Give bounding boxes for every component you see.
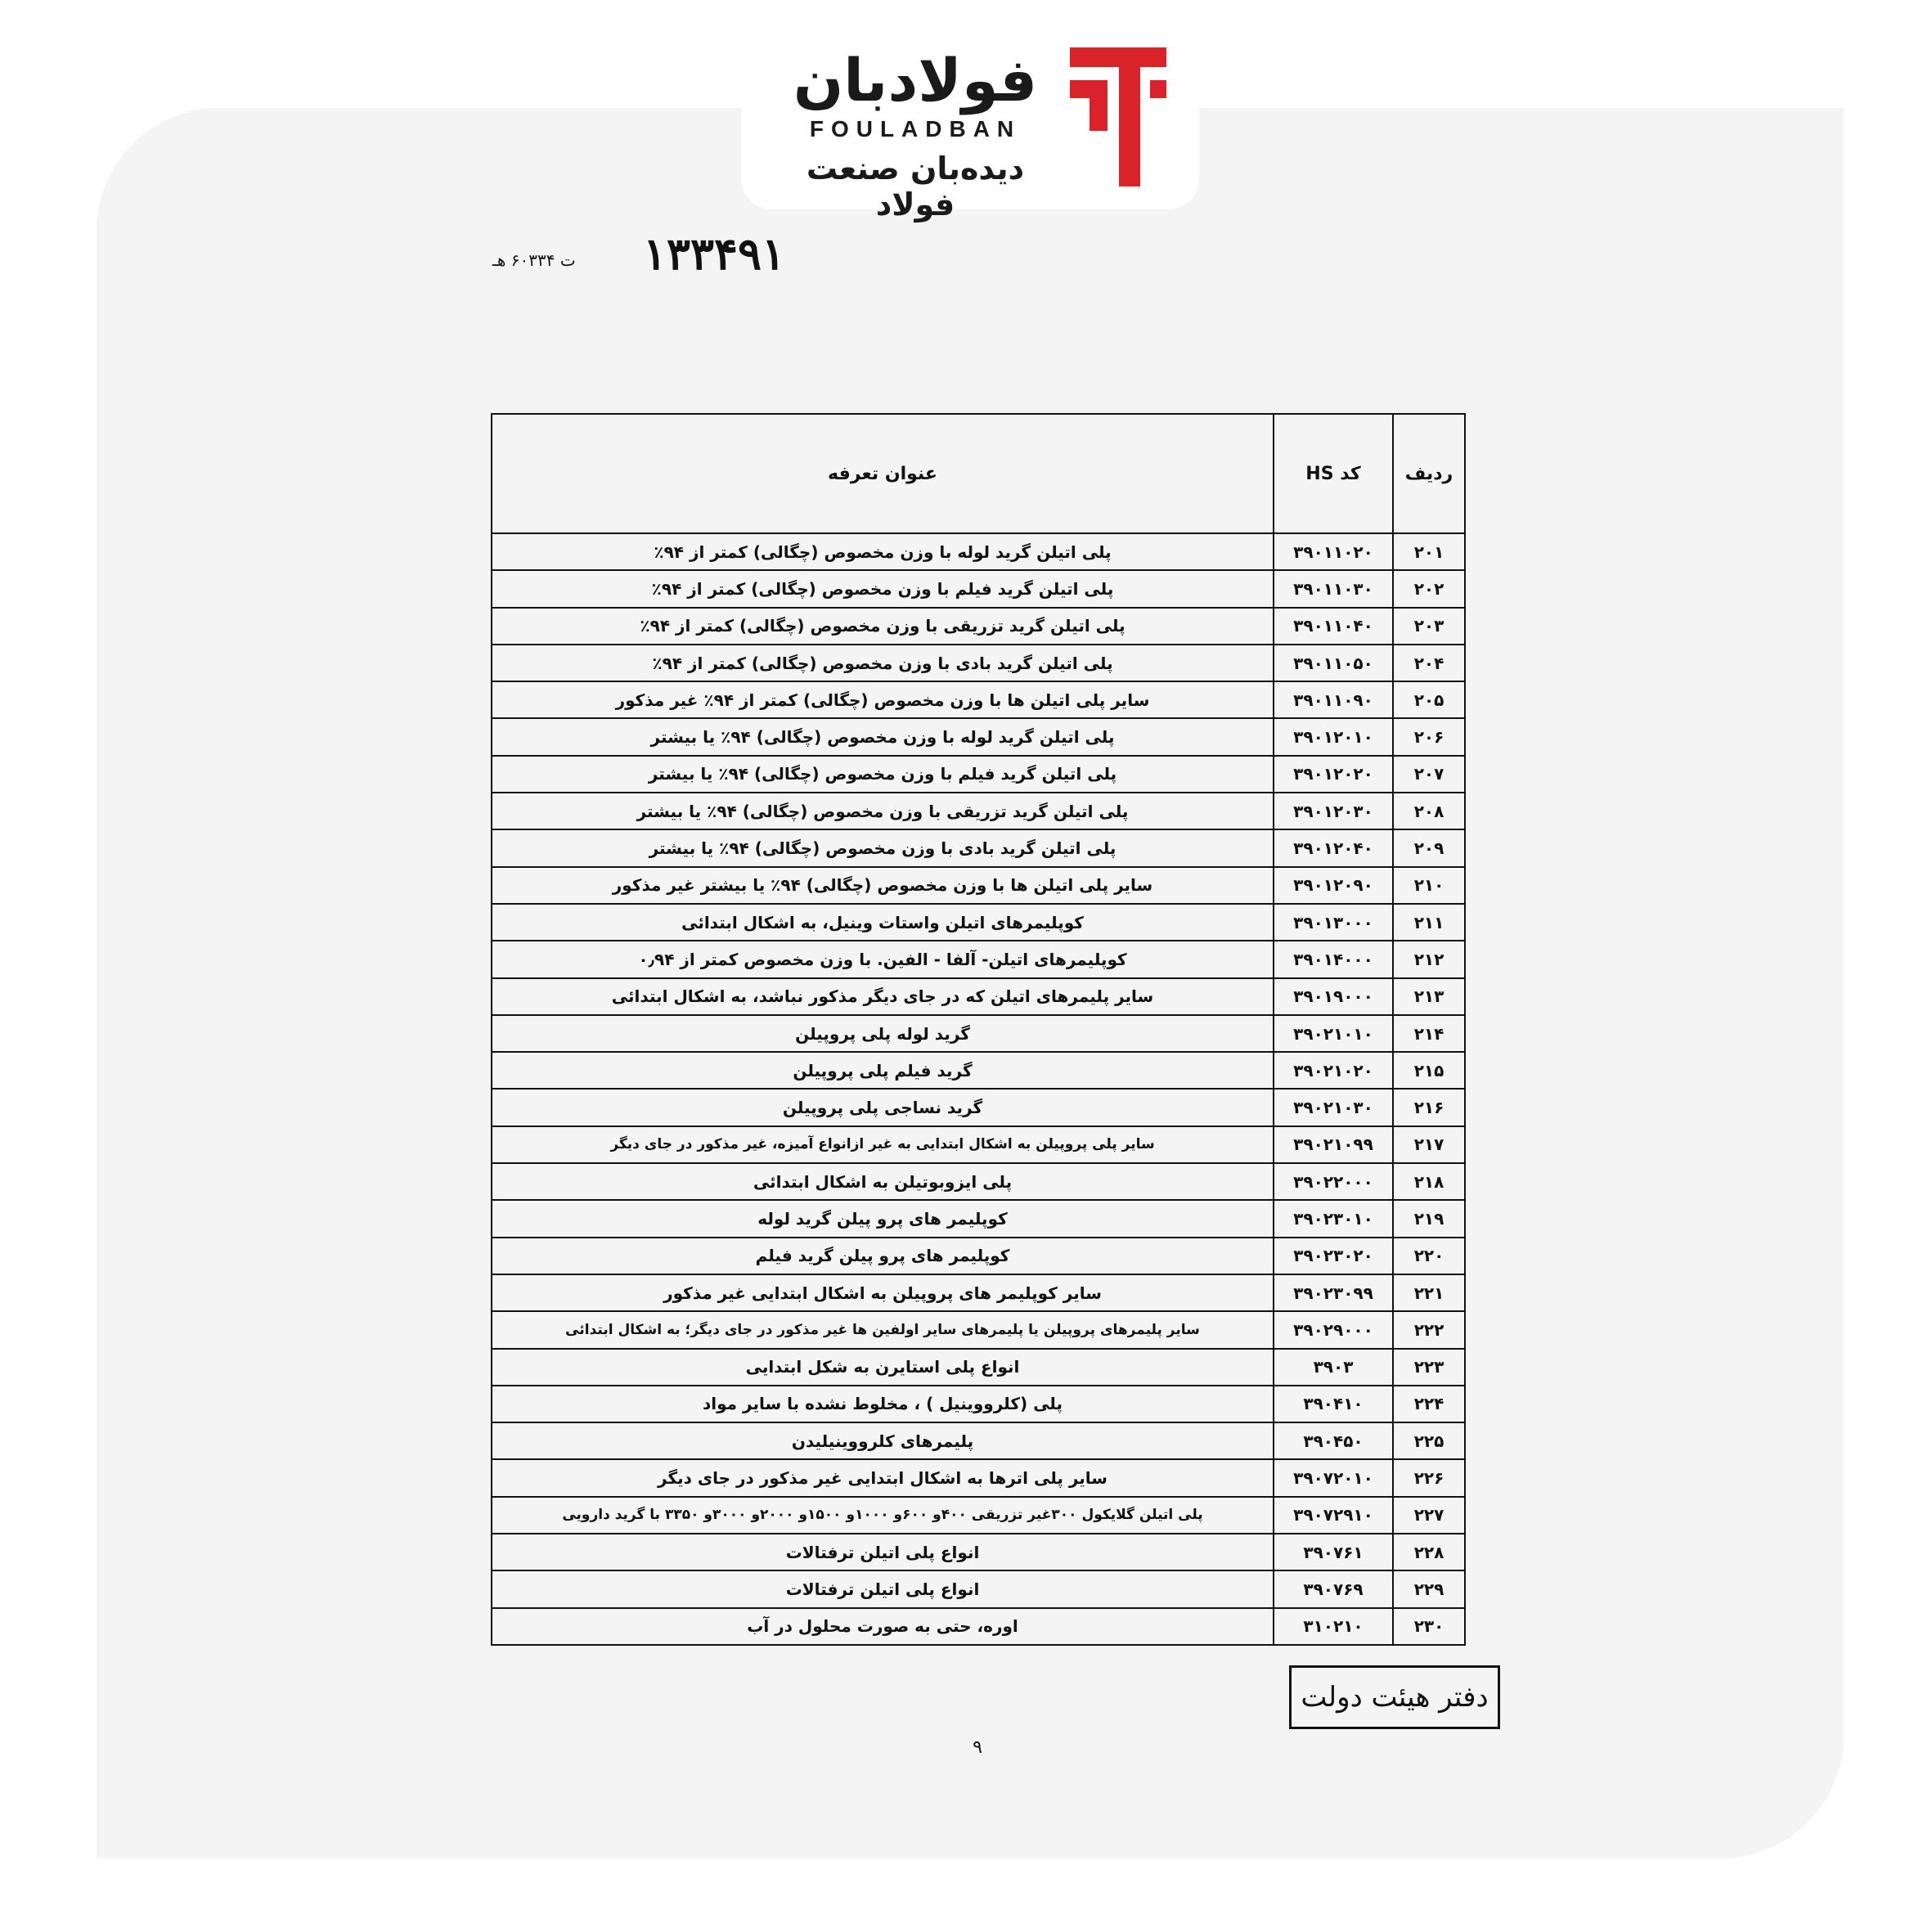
cell-tariff-title: سایر پلی اتیلن ها با وزن مخصوص (چگالی) ۹۴٪ یا بیشتر غیر مذکور bbox=[492, 867, 1274, 904]
cell-row-number: ۲۱۵ bbox=[1393, 1052, 1465, 1089]
table-row bbox=[492, 533, 1465, 570]
cell-hs-code: ۳۹۰۲۹۰۰۰ bbox=[1274, 1311, 1393, 1348]
cell-tariff-title: پلی اتیلن گرید فیلم با وزن مخصوص (چگالی) کمتر از ۹۴٪ bbox=[492, 570, 1274, 607]
cell-tariff-title: انواع پلی اتیلن ترفتالات bbox=[492, 1570, 1274, 1607]
cell-row-number: ۲۰۴ bbox=[1393, 645, 1465, 681]
cell-hs-code: ۳۹۰۱۲۰۱۰ bbox=[1274, 718, 1393, 755]
cell-hs-code: ۳۹۰۷۶۱ bbox=[1274, 1534, 1393, 1570]
fouladban-mark-icon bbox=[1070, 47, 1166, 186]
cell-tariff-title: پلی اتیلن گرید بادی با وزن مخصوص (چگالی) ۹۴٪ یا بیشتر bbox=[492, 829, 1274, 866]
table-row bbox=[492, 1311, 1465, 1348]
cell-tariff-title: سایر پلیمرهای پروپیلن یا پلیمرهای سایر اولفین ها غیر مذکور در جای دیگر؛ به اشکال ابتدائی bbox=[492, 1311, 1274, 1348]
cell-row-number: ۲۱۷ bbox=[1393, 1126, 1465, 1163]
cell-row-number: ۲۲۶ bbox=[1393, 1459, 1465, 1496]
cell-row-number: ۲۲۷ bbox=[1393, 1497, 1465, 1534]
cell-hs-code: ۳۹۰۱۲۰۳۰ bbox=[1274, 793, 1393, 829]
cell-tariff-title: پلی (کلرووینیل ) ، مخلوط نشده با سایر مواد bbox=[492, 1386, 1274, 1422]
reference-code: ت ۶۰۳۳۴ هـ bbox=[492, 250, 576, 270]
cell-tariff-title: پلیمرهای کلرووینیلیدن bbox=[492, 1422, 1274, 1459]
cell-tariff-title: انواع پلی استایرن به شکل ابتدایی bbox=[492, 1349, 1274, 1386]
table-row bbox=[492, 756, 1465, 793]
cell-hs-code: ۳۹۰۲۱۰۱۰ bbox=[1274, 1015, 1393, 1052]
cell-hs-code: ۳۹۰۴۵۰ bbox=[1274, 1422, 1393, 1459]
table-row bbox=[492, 1459, 1465, 1496]
cell-hs-code: ۳۱۰۲۱۰ bbox=[1274, 1608, 1393, 1645]
cell-row-number: ۲۱۸ bbox=[1393, 1163, 1465, 1200]
header-tariff-title: عنوان تعرفه bbox=[492, 414, 1274, 533]
cell-tariff-title: اوره، حتی به صورت محلول در آب bbox=[492, 1608, 1274, 1645]
cell-row-number: ۲۰۱ bbox=[1393, 533, 1465, 570]
cell-row-number: ۲۲۵ bbox=[1393, 1422, 1465, 1459]
table-row bbox=[492, 829, 1465, 866]
table-row bbox=[492, 1089, 1465, 1126]
cell-row-number: ۲۱۲ bbox=[1393, 941, 1465, 977]
cell-row-number: ۲۰۳ bbox=[1393, 608, 1465, 645]
table-row bbox=[492, 1497, 1465, 1534]
table-row bbox=[492, 1238, 1465, 1274]
cell-hs-code: ۳۹۰۱۱۰۵۰ bbox=[1274, 645, 1393, 681]
cell-row-number: ۲۲۱ bbox=[1393, 1274, 1465, 1311]
cell-row-number: ۲۰۸ bbox=[1393, 793, 1465, 829]
cell-tariff-title: پلی اتیلن گرید فیلم با وزن مخصوص (چگالی) ۹۴٪ یا بیشتر bbox=[492, 756, 1274, 793]
cell-hs-code: ۳۹۰۷۲۰۱۰ bbox=[1274, 1459, 1393, 1496]
cell-tariff-title: انواع پلی اتیلن ترفتالات bbox=[492, 1534, 1274, 1570]
table-row bbox=[492, 1570, 1465, 1607]
cell-hs-code: ۳۹۰۱۲۰۴۰ bbox=[1274, 829, 1393, 866]
cell-hs-code: ۳۹۰۱۱۰۳۰ bbox=[1274, 570, 1393, 607]
government-office-stamp: دفتر هیئت دولت bbox=[1289, 1665, 1500, 1729]
cell-hs-code: ۳۹۰۲۳۰۱۰ bbox=[1274, 1200, 1393, 1237]
cell-tariff-title: پلی اتیلن گرید تزریقی با وزن مخصوص (چگالی) کمتر از ۹۴٪ bbox=[492, 608, 1274, 645]
table-row bbox=[492, 681, 1465, 718]
table-row bbox=[492, 1422, 1465, 1459]
cell-row-number: ۲۱۱ bbox=[1393, 904, 1465, 941]
table-row bbox=[492, 1608, 1465, 1645]
table-row bbox=[492, 1534, 1465, 1570]
cell-row-number: ۲۲۹ bbox=[1393, 1570, 1465, 1607]
cell-hs-code: ۳۹۰۲۳۰۲۰ bbox=[1274, 1238, 1393, 1274]
cell-hs-code: ۳۹۰۲۱۰۳۰ bbox=[1274, 1089, 1393, 1126]
table-row bbox=[492, 1126, 1465, 1163]
cell-tariff-title: پلی اتیلن گرید بادی با وزن مخصوص (چگالی) کمتر از ۹۴٪ bbox=[492, 645, 1274, 681]
cell-tariff-title: پلی اتیلن گرید لوله با وزن مخصوص (چگالی) کمتر از ۹۴٪ bbox=[492, 533, 1274, 570]
cell-row-number: ۲۰۵ bbox=[1393, 681, 1465, 718]
cell-row-number: ۲۱۹ bbox=[1393, 1200, 1465, 1237]
table-row bbox=[492, 608, 1465, 645]
cell-hs-code: ۳۹۰۱۹۰۰۰ bbox=[1274, 978, 1393, 1015]
table-row bbox=[492, 978, 1465, 1015]
cell-tariff-title: کوپلیمر های پرو پیلن گرید لوله bbox=[492, 1200, 1274, 1237]
table-row bbox=[492, 570, 1465, 607]
cell-hs-code: ۳۹۰۴۱۰ bbox=[1274, 1386, 1393, 1422]
cell-hs-code: ۳۹۰۷۲۹۱۰ bbox=[1274, 1497, 1393, 1534]
table-header-row bbox=[492, 414, 1465, 533]
cell-row-number: ۲۱۶ bbox=[1393, 1089, 1465, 1126]
cell-hs-code: ۳۹۰۷۶۹ bbox=[1274, 1570, 1393, 1607]
cell-row-number: ۲۰۲ bbox=[1393, 570, 1465, 607]
cell-row-number: ۲۰۶ bbox=[1393, 718, 1465, 755]
cell-hs-code: ۳۹۰۲۳۰۹۹ bbox=[1274, 1274, 1393, 1311]
fouladban-logo bbox=[741, 34, 1199, 222]
cell-row-number: ۲۱۴ bbox=[1393, 1015, 1465, 1052]
cell-tariff-title: پلی اتیلن گرید تزریقی با وزن مخصوص (چگالی) ۹۴٪ یا بیشتر bbox=[492, 793, 1274, 829]
cell-hs-code: ۳۹۰۱۱۰۴۰ bbox=[1274, 608, 1393, 645]
table-body bbox=[492, 533, 1465, 1645]
cell-row-number: ۲۳۰ bbox=[1393, 1608, 1465, 1645]
cell-hs-code: ۳۹۰۲۱۰۲۰ bbox=[1274, 1052, 1393, 1089]
cell-hs-code: ۳۹۰۲۲۰۰۰ bbox=[1274, 1163, 1393, 1200]
table-row bbox=[492, 1052, 1465, 1089]
table-row bbox=[492, 1274, 1465, 1311]
table-row bbox=[492, 1386, 1465, 1422]
cell-hs-code: ۳۹۰۳ bbox=[1274, 1349, 1393, 1386]
table-row bbox=[492, 1015, 1465, 1052]
cell-row-number: ۲۲۲ bbox=[1393, 1311, 1465, 1348]
header-hs-code: کد HS bbox=[1274, 414, 1393, 533]
logo-tagline: دیده‌بان صنعت فولاد bbox=[806, 151, 1025, 222]
logo-name-en: FOULADBAN bbox=[809, 116, 1022, 142]
cell-tariff-title: کوپلیمرهای اتیلن- آلفا - الفین. با وزن مخصوص کمتر از ۰٫۹۴ bbox=[492, 941, 1274, 977]
cell-row-number: ۲۰۷ bbox=[1393, 756, 1465, 793]
cell-hs-code: ۳۹۰۱۲۰۹۰ bbox=[1274, 867, 1393, 904]
table-row bbox=[492, 645, 1465, 681]
cell-row-number: ۲۱۰ bbox=[1393, 867, 1465, 904]
table-row bbox=[492, 1200, 1465, 1237]
cell-tariff-title: گرید فیلم پلی پروپیلن bbox=[492, 1052, 1274, 1089]
header-row-number: ردیف bbox=[1393, 414, 1465, 533]
table-row bbox=[492, 1163, 1465, 1200]
table-row bbox=[492, 904, 1465, 941]
cell-row-number: ۲۲۳ bbox=[1393, 1349, 1465, 1386]
reference-number: ۱۳۳۴۹۱ bbox=[643, 227, 786, 280]
cell-hs-code: ۳۹۰۱۴۰۰۰ bbox=[1274, 941, 1393, 977]
cell-tariff-title: کوپلیمر های پرو پیلن گرید فیلم bbox=[492, 1238, 1274, 1274]
cell-tariff-title: سایر پلی پروپیلن به اشکال ابتدایی به غیر ازانواع آمیزه، غیر مذکور در جای دیگر bbox=[492, 1126, 1274, 1163]
cell-tariff-title: پلی اتیلن گرید لوله با وزن مخصوص (چگالی) ۹۴٪ یا بیشتر bbox=[492, 718, 1274, 755]
cell-tariff-title: گرید نساجی پلی پروپیلن bbox=[492, 1089, 1274, 1126]
cell-tariff-title: سایر پلی اترها به اشکال ابتدایی غیر مذکور در جای دیگر bbox=[492, 1459, 1274, 1496]
cell-tariff-title: سایر کوپلیمر های پروپیلن به اشکال ابتدایی غیر مذکور bbox=[492, 1274, 1274, 1311]
cell-hs-code: ۳۹۰۲۱۰۹۹ bbox=[1274, 1126, 1393, 1163]
cell-row-number: ۲۲۰ bbox=[1393, 1238, 1465, 1274]
table-row bbox=[492, 793, 1465, 829]
logo-name-fa: فولادبان bbox=[793, 46, 1038, 115]
cell-tariff-title: کوپلیمرهای اتیلن واستات وینیل، به اشکال ابتدائی bbox=[492, 904, 1274, 941]
page-number: ۹ bbox=[973, 1737, 982, 1758]
table-row bbox=[492, 718, 1465, 755]
cell-row-number: ۲۲۸ bbox=[1393, 1534, 1465, 1570]
tariff-table bbox=[491, 413, 1466, 1646]
table-row bbox=[492, 867, 1465, 904]
cell-tariff-title: پلی اتیلن گلایکول ۳۰۰غیر تزریقی ۴۰۰و ۶۰۰و ۱۰۰۰و ۱۵۰۰و ۲۰۰۰و ۳۰۰۰و ۳۳۵۰ با گرید دارویی bbox=[492, 1497, 1274, 1534]
cell-tariff-title: سایر پلیمرهای اتیلن که در جای دیگر مذکور نباشد، به اشکال ابتدائی bbox=[492, 978, 1274, 1015]
table-row bbox=[492, 941, 1465, 977]
cell-hs-code: ۳۹۰۱۱۰۲۰ bbox=[1274, 533, 1393, 570]
cell-hs-code: ۳۹۰۱۱۰۹۰ bbox=[1274, 681, 1393, 718]
cell-hs-code: ۳۹۰۱۳۰۰۰ bbox=[1274, 904, 1393, 941]
cell-tariff-title: گرید لوله پلی پروپیلن bbox=[492, 1015, 1274, 1052]
cell-tariff-title: سایر پلی اتیلن ها با وزن مخصوص (چگالی) کمتر از ۹۴٪ غیر مذکور bbox=[492, 681, 1274, 718]
cell-tariff-title: پلی ایزوبوتیلن به اشکال ابتدائی bbox=[492, 1163, 1274, 1200]
table-row bbox=[492, 1349, 1465, 1386]
cell-row-number: ۲۱۳ bbox=[1393, 978, 1465, 1015]
cell-hs-code: ۳۹۰۱۲۰۲۰ bbox=[1274, 756, 1393, 793]
cell-row-number: ۲۲۴ bbox=[1393, 1386, 1465, 1422]
cell-row-number: ۲۰۹ bbox=[1393, 829, 1465, 866]
